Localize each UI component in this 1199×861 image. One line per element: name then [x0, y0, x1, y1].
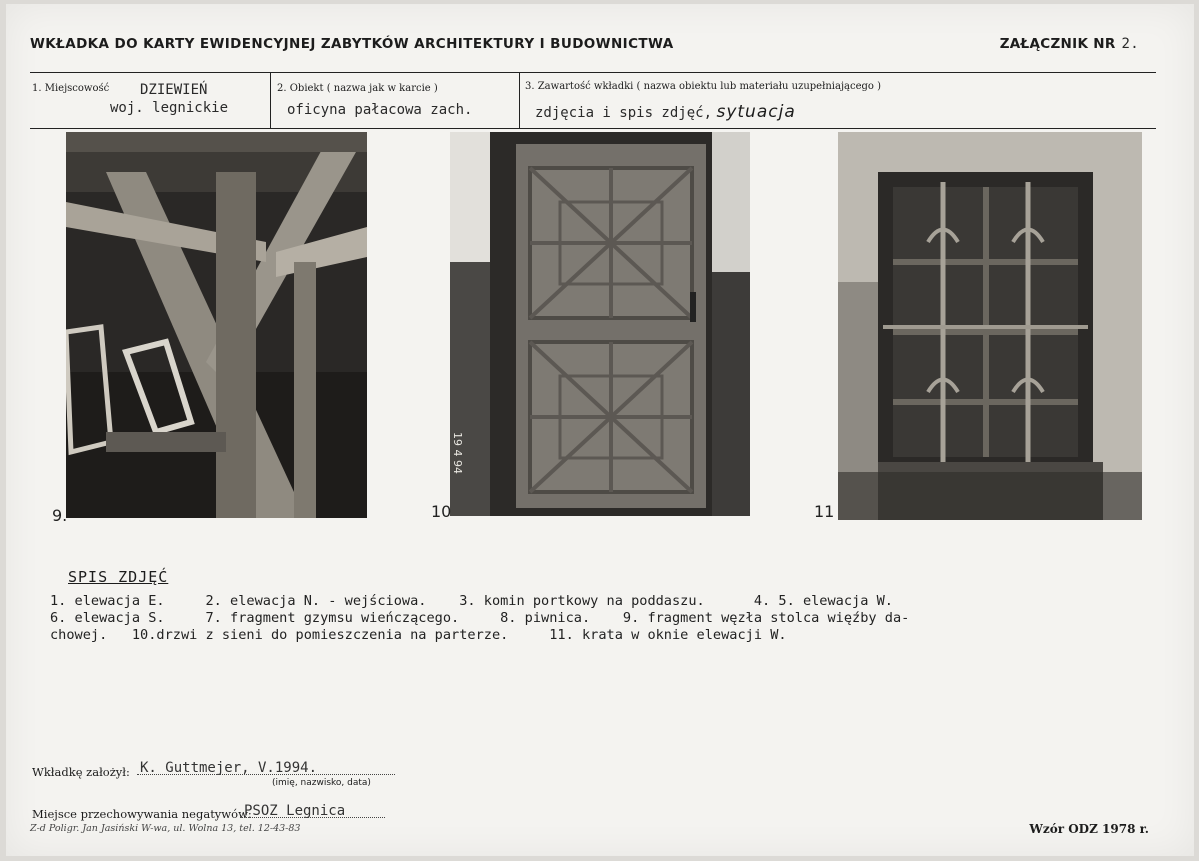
photo-list-line-1: 1. elewacja E. 2. elewacja N. - wejściowa. 3. komin portkowy na poddaszu. 4. 5. elewacja W.: [50, 593, 893, 609]
photo-window-grille: [838, 132, 1142, 520]
created-by-hint: (imię, nazwisko, data): [272, 778, 371, 788]
created-by-value: K. Guttmejer, V.1994.: [140, 760, 318, 776]
created-by-dotted-line: [137, 774, 395, 775]
storage-dotted-line: [240, 817, 385, 818]
annex-number: 2.: [1121, 36, 1139, 52]
photo-door: [450, 132, 750, 516]
photo-list-heading: SPIS ZDJĘĆ: [68, 568, 169, 586]
header-bottom-rule: [30, 128, 1156, 129]
created-by-label: Wkładkę założył:: [32, 765, 130, 779]
field-divider-1: [270, 73, 271, 128]
content-label: 3. Zawartość wkładki ( nazwa obiektu lub materiału uzupełniającego ): [525, 81, 882, 92]
locality-name: DZIEWIEŃ: [140, 82, 208, 98]
storage-label: Miejsce przechowywania negatywów:: [32, 807, 252, 821]
content-handwritten: sytuacja: [716, 102, 796, 122]
locality-label: 1. Miejscowość: [32, 83, 110, 94]
content-value-wrap: [535, 102, 796, 122]
storage-value: PSOZ Legnica: [244, 803, 346, 819]
field-divider-2: [519, 73, 520, 128]
printer-imprint: Z-d Poligr. Jan Jasiński W-wa, ul. Wolna 13, tel. 12-43-83: [30, 823, 301, 834]
content-value: zdjęcia i spis zdjęć,: [535, 105, 713, 121]
form-title: WKŁADKA DO KARTY EWIDENCYJNEJ ZABYTKÓW ARCHITEKTURY I BUDOWNICTWA: [30, 36, 674, 52]
locality-region: woj. legnickie: [110, 100, 229, 116]
annex-label-text: ZAŁĄCZNIK NR: [999, 36, 1116, 52]
template-code: Wzór ODZ 1978 r.: [1029, 822, 1149, 836]
object-label: 2. Obiekt ( nazwa jak w karcie ): [277, 83, 438, 94]
photo-attic-truss: [66, 132, 367, 518]
photo-10-number: 10: [431, 502, 452, 521]
header-top-rule: [30, 72, 1156, 73]
photo-10-margin-note: 19 4 94: [451, 432, 464, 474]
photo-11-number: 11: [814, 502, 835, 521]
photo-9-number: 9.: [52, 506, 68, 525]
annex-label: [1000, 36, 1139, 52]
photo-list-line-3: chowej. 10.drzwi z sieni do pomieszczenia na parterze. 11. krata w oknie elewacji W.: [50, 627, 787, 643]
object-value: oficyna pałacowa zach.: [287, 102, 473, 118]
photo-list-line-2: 6. elewacja S. 7. fragment gzymsu wieńczącego. 8. piwnica. 9. fragment węzła stolca więźby da-: [50, 610, 910, 626]
